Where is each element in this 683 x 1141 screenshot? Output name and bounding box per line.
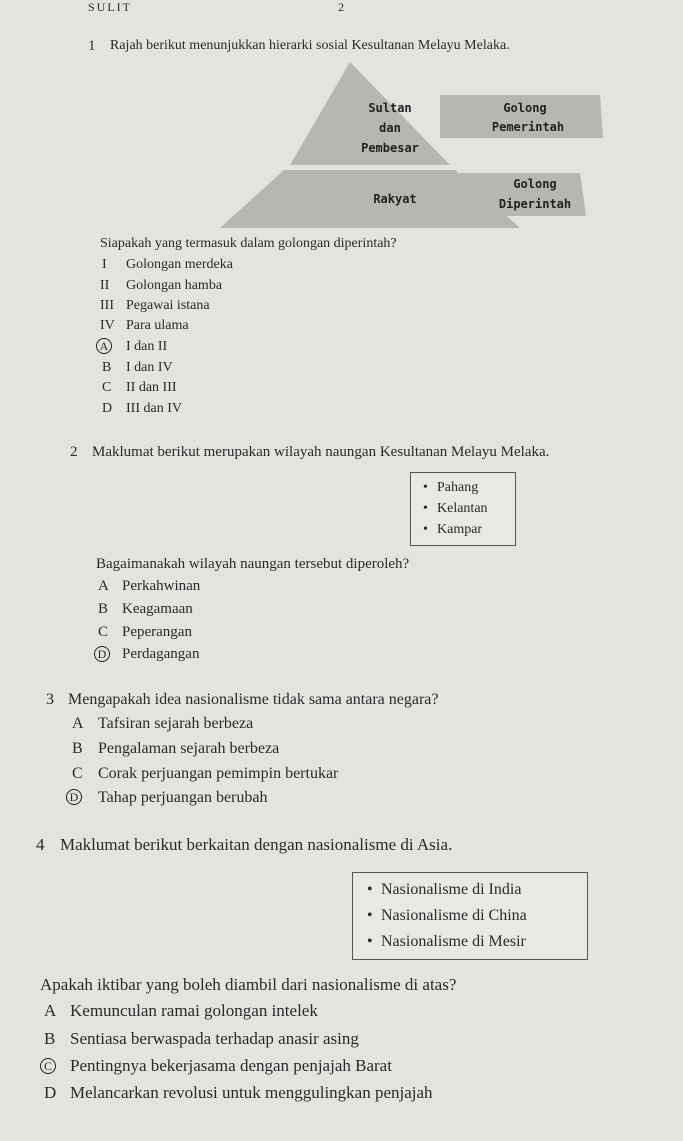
diagram-label-diperintah: Diperintah — [498, 197, 572, 211]
q4-option-text: Sentiasa berwaspada terhadap anasir asing — [70, 1029, 359, 1048]
q1-item-roman: I — [102, 257, 107, 272]
q1-option-c[interactable]: C — [102, 380, 112, 395]
q3-option-text: Tahap perjuangan berubah — [98, 789, 268, 806]
q3-option-d[interactable] — [66, 788, 86, 806]
q1-option-d[interactable]: D — [102, 401, 113, 416]
answer-circle-icon: D — [94, 646, 110, 662]
q1-option-a[interactable] — [96, 338, 116, 354]
diagram-label-golong-bottom: Golong — [513, 177, 557, 191]
diagram-label-golong-top: Golong — [503, 101, 547, 115]
q4-option-c[interactable] — [40, 1055, 60, 1075]
q3-option-text: Pengalaman sejarah berbeza — [98, 740, 280, 757]
q4-info-box — [352, 872, 588, 960]
q4-option-d[interactable]: D — [44, 1083, 57, 1102]
q4-stem: Maklumat berikut berkaitan dengan nasionalisme di Asia. — [60, 835, 453, 854]
q3-option-text: Corak perjuangan pemimpin bertukar — [98, 765, 339, 782]
q3-option-c[interactable]: C — [72, 765, 83, 782]
q2-option-text: Keagamaan — [122, 601, 193, 617]
q2-question: Bagaimanakah wilayah naungan tersebut diperoleh? — [96, 556, 410, 572]
q4-option-b[interactable]: B — [44, 1029, 56, 1048]
diagram-label-pemerintah: Pemerintah — [491, 120, 565, 134]
q2-box-item: • Kampar — [423, 519, 507, 540]
q2-stem: Maklumat berikut merupakan wilayah naungan Kesultanan Melayu Melaka. — [92, 444, 550, 460]
q1-stem: Rajah berikut menunjukkan hierarki sosial Kesultanan Melayu Melaka. — [110, 38, 510, 53]
q3-stem: Mengapakah idea nasionalisme tidak sama antara negara? — [68, 691, 439, 708]
header-sulit: SULIT — [88, 0, 132, 14]
page-number: 2 — [338, 0, 344, 14]
q2-option-a[interactable]: A — [98, 578, 109, 594]
q2-box-item: • Kelantan — [423, 498, 507, 519]
diagram-label-sultan: Sultan — [368, 101, 412, 115]
q3-option-text: Tafsiran sejarah berbeza — [98, 715, 254, 732]
q4-option-text: Melancarkan revolusi untuk menggulingkan penjajah — [70, 1083, 433, 1102]
q1-option-text: I dan IV — [126, 360, 173, 375]
q1-item-text: Pegawai istana — [126, 298, 210, 313]
answer-circle-icon: C — [40, 1058, 56, 1074]
q1-item-text: Para ulama — [126, 318, 189, 333]
q1-option-text: III dan IV — [126, 401, 182, 416]
q2-option-b[interactable]: B — [98, 601, 109, 617]
q2-option-text: Perkahwinan — [122, 578, 201, 594]
q2-box-item: • Pahang — [423, 477, 507, 498]
q4-number: 4 — [36, 835, 45, 854]
q3-option-b[interactable]: B — [72, 740, 83, 757]
q1-question: Siapakah yang termasuk dalam golongan diperintah? — [100, 236, 397, 251]
q1-item-text: Golongan merdeka — [126, 257, 233, 272]
q4-box-item: • Nasionalisme di Mesir — [367, 929, 577, 955]
q1-item-roman: IV — [100, 318, 115, 333]
answer-circle-icon: D — [66, 789, 82, 805]
q1-number: 1 — [88, 38, 96, 54]
q4-option-a[interactable]: A — [44, 1001, 57, 1020]
q1-option-b[interactable]: B — [102, 360, 112, 375]
answer-circle-icon: A — [96, 338, 112, 354]
q2-option-text: Perdagangan — [122, 646, 200, 662]
q1-option-text: I dan II — [126, 339, 168, 354]
q2-info-box — [410, 472, 516, 546]
q4-option-text: Pentingnya bekerjasama dengan penjajah Barat — [70, 1056, 392, 1075]
diagram-label-dan: dan — [379, 121, 401, 135]
q2-option-text: Peperangan — [122, 624, 192, 640]
q1-item-roman: II — [100, 278, 110, 293]
q1-option-text: II dan III — [126, 380, 177, 395]
q1-item-text: Golongan hamba — [126, 278, 223, 293]
q4-question: Apakah iktibar yang boleh diambil dari nasionalisme di atas? — [40, 975, 457, 994]
q4-option-text: Kemunculan ramai golongan intelek — [70, 1001, 318, 1020]
q4-box-item: • Nasionalisme di China — [367, 903, 577, 929]
q1-item-roman: III — [100, 298, 114, 313]
diagram-label-rakyat: Rakyat — [373, 192, 417, 206]
q2-number: 2 — [70, 444, 78, 460]
q2-option-d[interactable] — [94, 645, 114, 662]
diagram-label-pembesar: Pembesar — [361, 141, 419, 155]
q4-box-item: • Nasionalisme di India — [367, 877, 577, 903]
q2-option-c[interactable]: C — [98, 624, 109, 640]
q3-number: 3 — [46, 691, 54, 708]
q3-option-a[interactable]: A — [72, 715, 84, 732]
